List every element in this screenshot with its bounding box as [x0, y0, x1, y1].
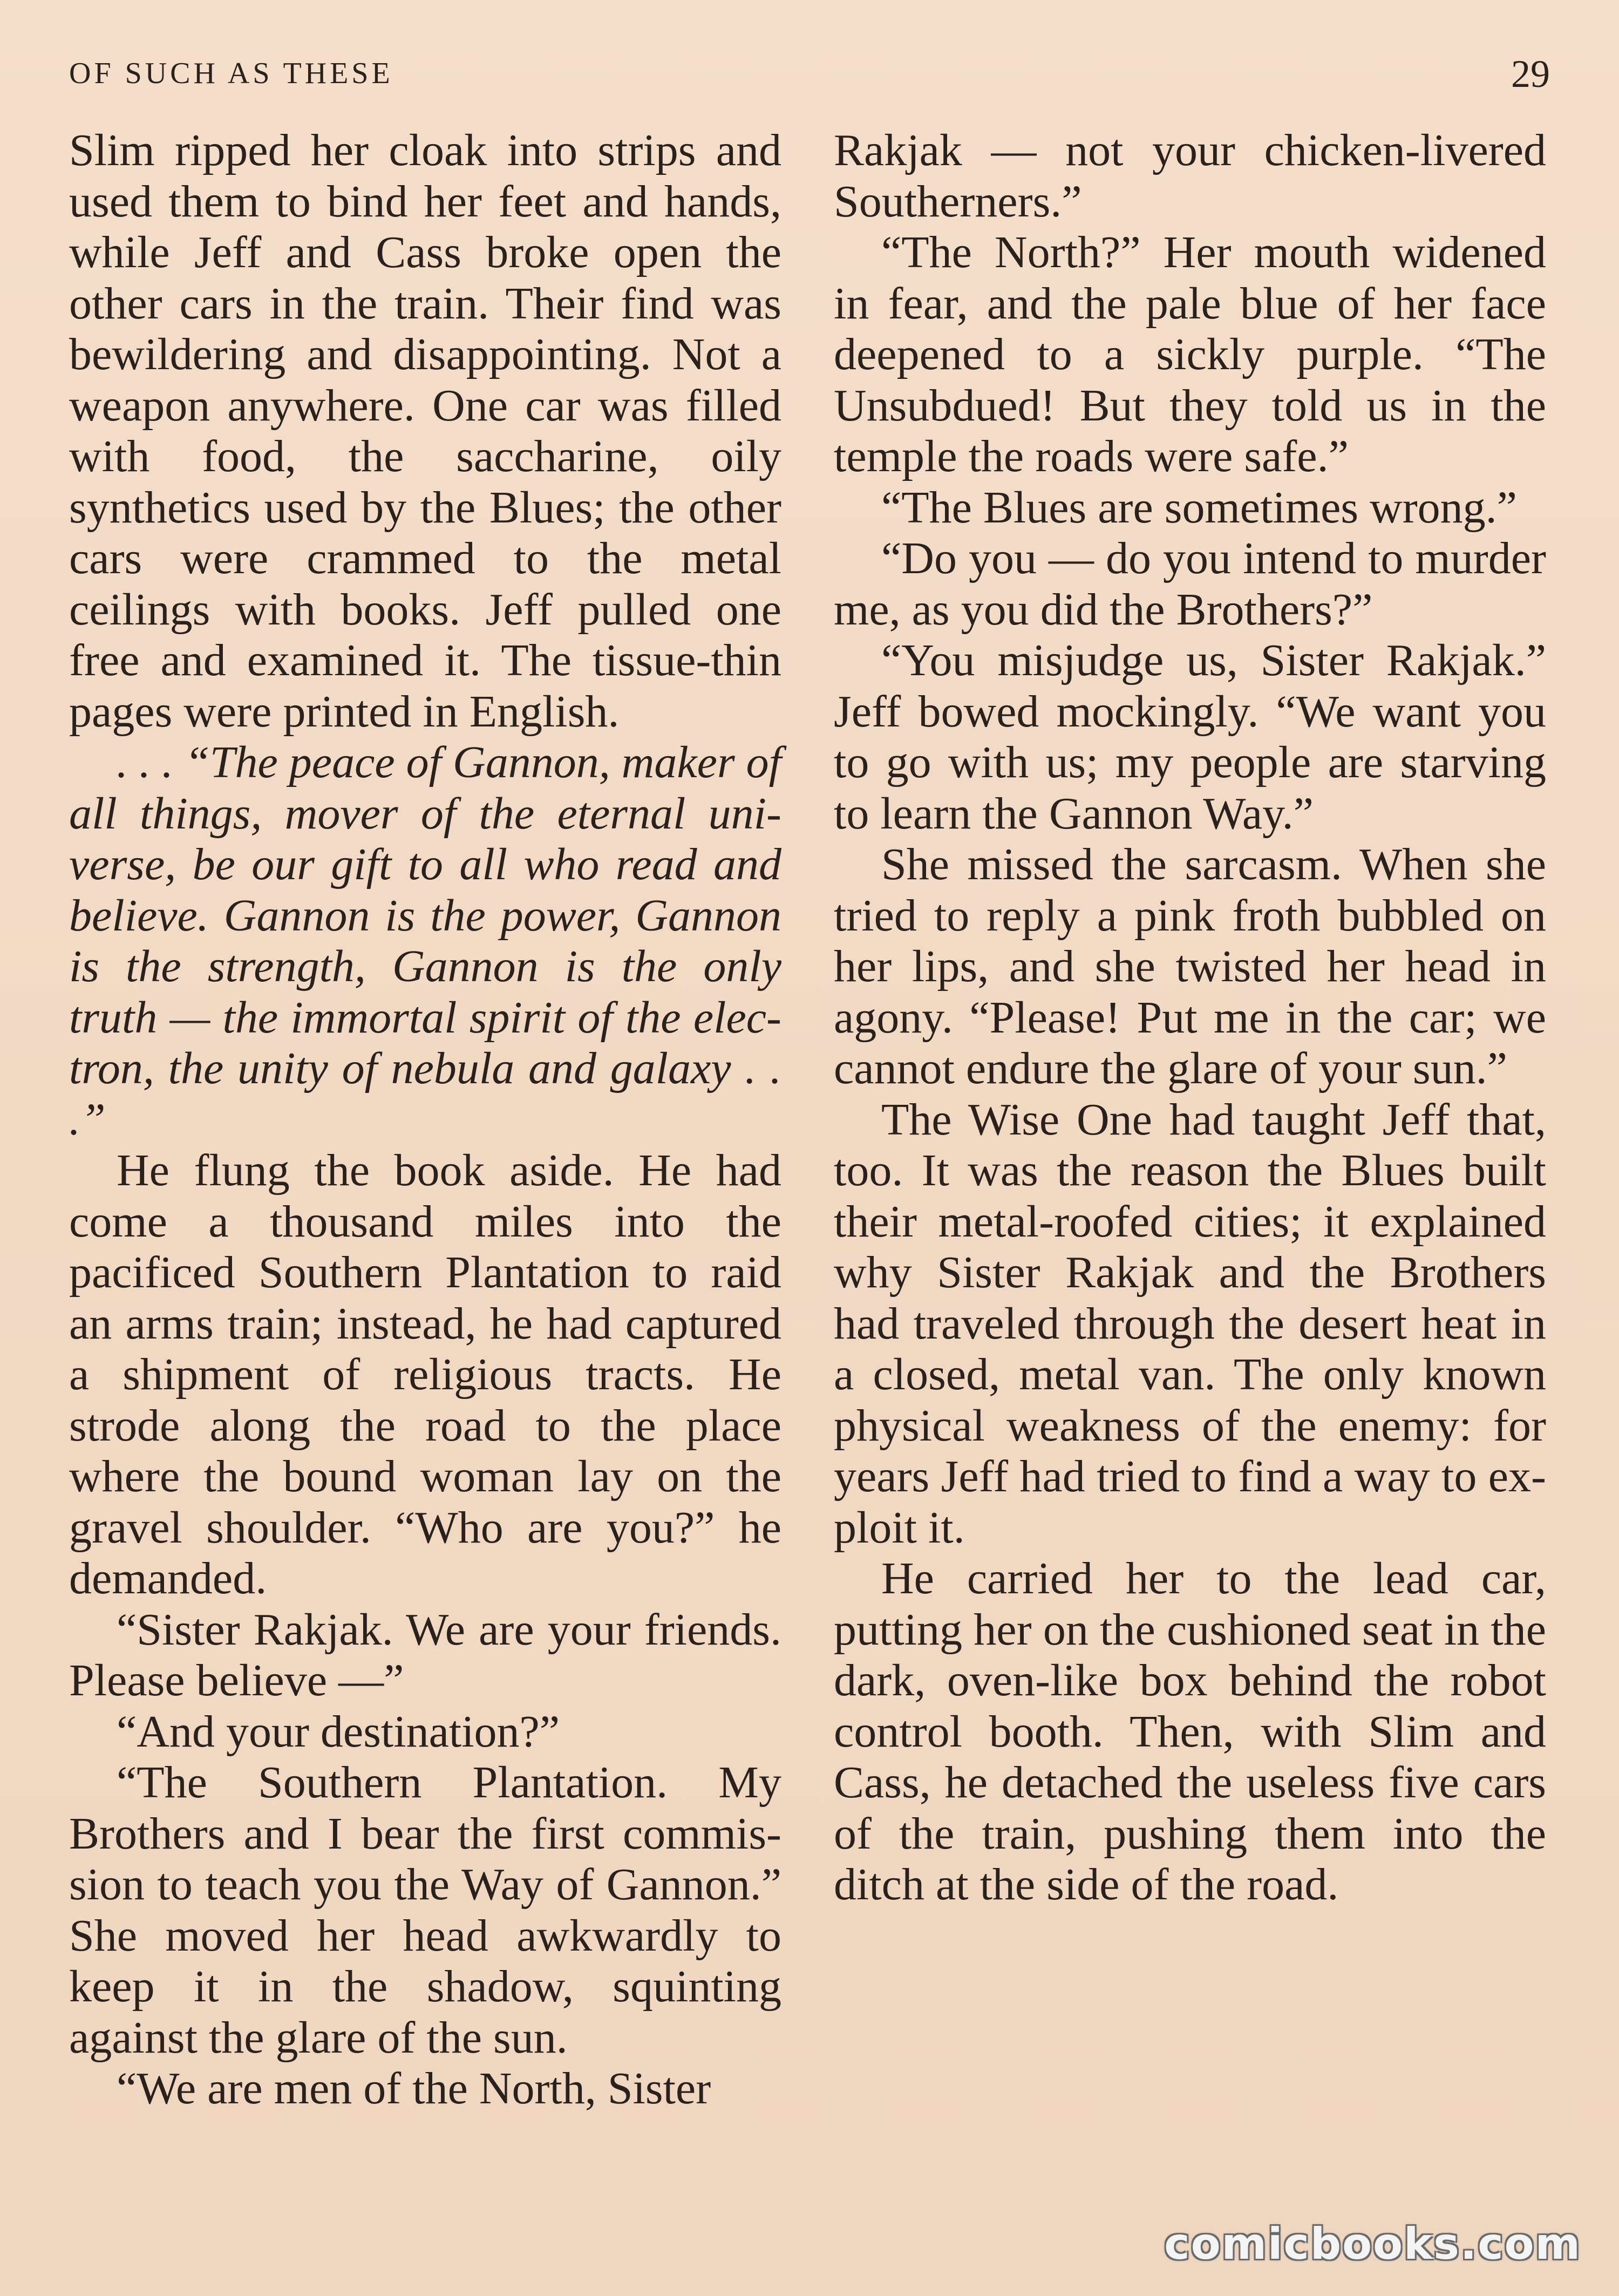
paragraph: The Wise One had taught Jeff that, too. It was the reason the Blues built their metal-roofed cities; it explained why Sister Rakjak and the Brothers had traveled through the desert heat in a closed, metal van. The only known physical weakness of the enemy: for years Jeff had tried to find a way to exploit it. — [834, 1094, 1546, 1553]
paragraph: Slim ripped her cloak into strips and used them to bind her feet and hands, while Jeff and Cass broke open the other cars in the train. Their find was bewildering and disappointing. Not a weapon anywhere. One car was filled with food, the saccharine, oily synthetics used by the Blues; the other cars were crammed to the metal ceilings with books. Jeff pulled one free and examined it. The tissue-thin pages were printed in English. — [69, 125, 781, 737]
running-title: OF SUCH AS THESE — [69, 57, 393, 90]
paragraph: “We are men of the North, Sister — [117, 2063, 711, 2114]
paragraph: “The North?” Her mouth widened in fear, and the pale blue of her face deepened to a sickly purple. “The Unsubdued! But they told us in the temple the roads were safe.” — [834, 227, 1546, 481]
paragraph: “The Southern Plantation. My Brothers and I bear the first commission to teach you the Way of Gannon.” She moved her head awkwardly to keep it in the shadow, squinting against the glare of the sun. — [69, 1757, 781, 2063]
paragraph: She missed the sarcasm. When she tried to reply a pink froth bubbled on her lips, and she twisted her head in agony. “Please! Put me in the car; we cannot endure the glare of your sun.” — [834, 839, 1546, 1093]
paragraph: “Sister Rakjak. We are your friends. Please believe —” — [69, 1604, 781, 1706]
quoted-tract: . . . “The peace of Gannon, maker of all things, mover of the eternal universe, be our gift to all who read and believe. Gannon is the power, Gannon is the strength, Gannon is the only truth — the immortal spirit of the electron, the unity of nebula and galaxy . . .” — [69, 737, 781, 1145]
paragraph: He carried her to the lead car, putting her on the cushioned seat in the dark, oven-like box behind the robot control booth. Then, with Slim and Cass, he detached the useless five cars of the train, pushing them into the ditch at the side of the road. — [834, 1553, 1546, 1910]
paragraph: “And your destination?” — [117, 1706, 560, 1757]
paragraph: “The Blues are sometimes wrong.” — [881, 482, 1517, 533]
paragraph: Rakjak — not your chicken-livered Southerners.” — [834, 125, 1546, 227]
paragraph: “Do you — do you intend to murder me, as you did the Brothers?” — [834, 533, 1546, 635]
page-number: 29 — [1511, 52, 1550, 96]
left-column — [69, 125, 781, 2115]
watermark-logo: comicbooks.com — [1164, 2219, 1581, 2269]
paragraph: “You misjudge us, Sister Rakjak.” Jeff bowed mockingly. “We want you to go with us; my people are starving to learn the Gannon Way.” — [834, 635, 1546, 839]
right-column — [834, 125, 1546, 1911]
paragraph: He flung the book aside. He had come a thousand miles into the pacificed Southern Plantation to raid an arms train; instead, he had captured a shipment of religious tracts. He strode along the road to the place where the bound woman lay on the gravel shoulder. “Who are you?” he demanded. — [69, 1145, 781, 1604]
